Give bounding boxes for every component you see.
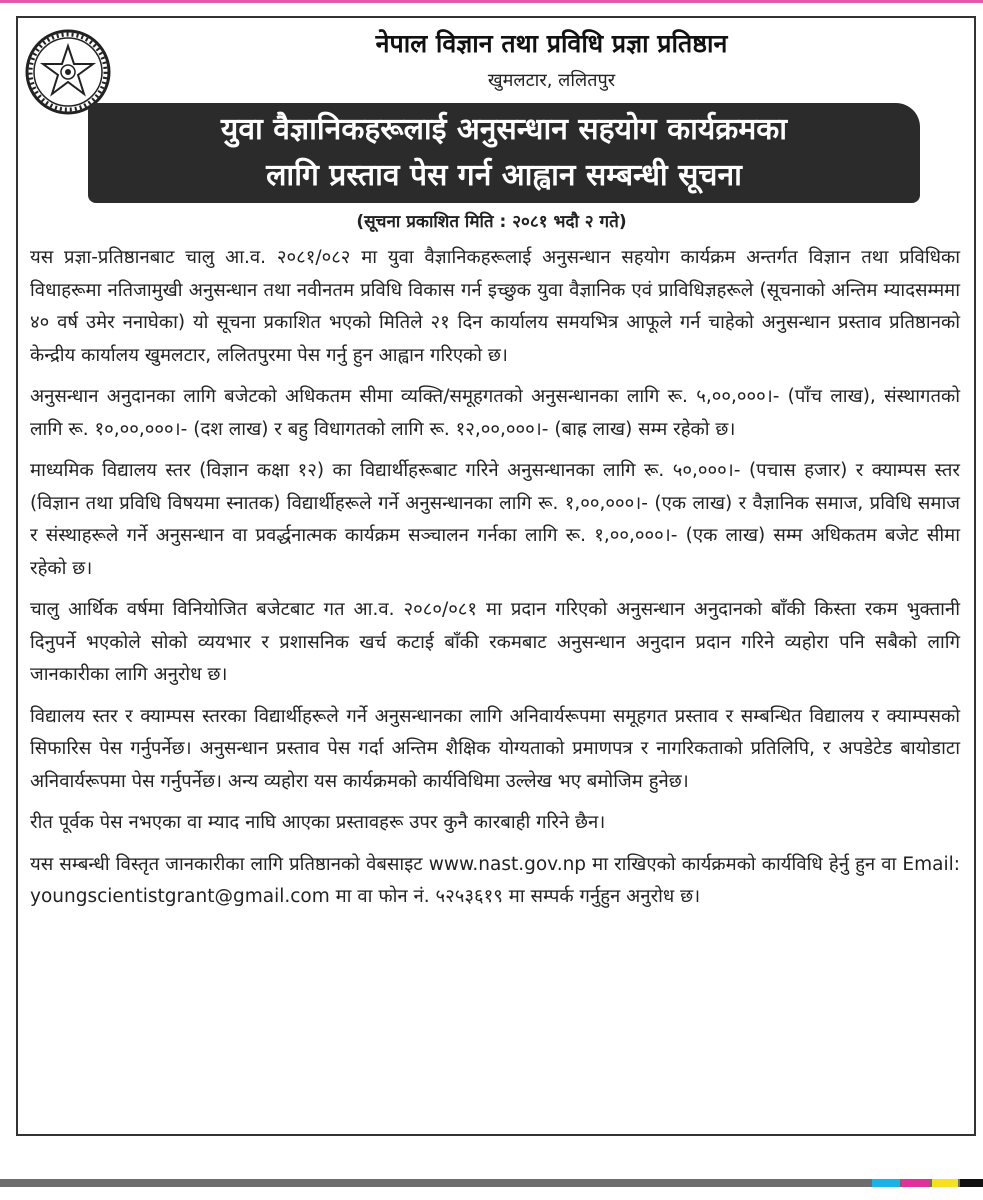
print-mark-yellow: [932, 1179, 958, 1187]
top-border-line: [0, 0, 983, 3]
paragraph-contact-info: यस सम्बन्धी विस्तृत जानकारीका लागि प्रतिष्ठानको वेबसाइट www.nast.gov.np मा राखिएको कार्यक्रमको कार्यविधि हेर्नु हुन वा Email: youngscientistgrant@gmail.com मा वा फोन नं. ५२५३६१९ मा सम्पर्क गर्नुहुन अनुरोध छ।: [30, 853, 960, 907]
paragraph-student-budget: माध्यमिक विद्यालय स्तर (विज्ञान कक्षा १२) का विद्यार्थीहरूबाट गरिने अनुसन्धानका लागि रू. ५०,०००।- (पचास हजार) र क्याम्पस स्तर (विज्ञान तथा प्रविधि विषयमा स्नातक) विद्यार्थीहरूले गर्ने अनुसन्धानका लागि रू. १,००,०००।- (एक लाख) र वैज्ञानिक समाज, प्रविधि समाज र संस्थाहरूले गर्ने अनुसन्धान वा प्रवर्द्धनात्मक कार्यक्रम सञ्चालन गर्नका लागि रू. १,००,०००।- (एक लाख) सम्म अधिकतम बजेट सीमा रहेको छ।: [30, 460, 960, 579]
paragraph-late-submission: रीत पूर्वक पेस नभएका वा म्याद नाघि आएका प्रस्तावहरू उपर कुनै कारबाही गरिने छैन।: [30, 812, 606, 833]
paragraph-budget-limits: अनुसन्धान अनुदानका लागि बजेटको अधिकतम सीमा व्यक्ति/समूहगतको अनुसन्धानका लागि रू. ५,००,०००।- (पाँच लाख), संस्थागतको लागि रू. १०,००,०००।- (दश लाख) र बहु विधागतको लागि रू. १२,००,०००।- (बाह्र लाख) सम्म रहेको छ।: [30, 386, 960, 440]
notice-title-line2: लागि प्रस्ताव पेस गर्न आह्वान सम्बन्धी सूचना: [266, 158, 742, 193]
print-mark-magenta: [902, 1179, 930, 1187]
print-mark-black: [960, 1179, 983, 1187]
paragraph-previous-installments: चालु आर्थिक वर्षमा विनियोजित बजेटबाट गत आ.व. २०८०/०८१ मा प्रदान गरिएको अनुसन्धान अनुदानको बाँकी किस्ता रकम भुक्तानी दिनुपर्ने भएकोले सोको व्ययभार र प्रशासनिक खर्च कटाई बाँकी रकमबाट अनुसन्धान अनुदान प्रदान गरिने व्यहोरा पनि सबैको लागि जानकारीका लागि अनुरोध छ।: [30, 599, 960, 685]
notice-body: [30, 242, 960, 923]
notice-title-banner: [88, 103, 920, 203]
organization-address: खुमलटार, ललितपुर: [487, 70, 616, 91]
notice-title-line1: युवा वैज्ञानिकहरूलाई अनुसन्धान सहयोग कार्यक्रमका: [220, 112, 788, 147]
bottom-print-bar: [0, 1179, 983, 1187]
print-mark-cyan: [872, 1179, 900, 1187]
paragraph-required-documents: विद्यालय स्तर र क्याम्पस स्तरका विद्यार्थीहरूले गर्ने अनुसन्धानका लागि अनिवार्यरूपमा समूहगत प्रस्ताव र सम्बन्धित विद्यालय र क्याम्पसको सिफारिस पेस गर्नुपर्नेछ। अनुसन्धान प्रस्ताव पेस गर्दा अन्तिम शैक्षिक योग्यताको प्रमाणपत्र र नागरिकताको प्रतिलिपि, र अपडेटेड बायोडाटा अनिवार्यरूपमा पेस गर्नुपर्नेछ। अन्य व्यहोरा यस कार्यक्रमको कार्यविधिमा उल्लेख भए बमोजिम हुनेछ।: [30, 705, 960, 792]
publication-date: (सूचना प्रकाशित मिति : २०८१ भदौ २ गते): [356, 212, 627, 232]
paragraph-call-for-proposals: यस प्रज्ञा-प्रतिष्ठानबाट चालु आ.व. २०८१/०८२ मा युवा वैज्ञानिकहरूलाई अनुसन्धान सहयोग कार्यक्रम अन्तर्गत विज्ञान तथा प्रविधिका विधाहरूमा नतिजामुखी अनुसन्धान तथा नवीनतम प्रविधि विकास गर्न इच्छुक युवा वैज्ञानिक एवं प्राविधिज्ञहरूले (सूचनाको अन्तिम म्यादसम्ममा ४० वर्ष उमेर ननाघेका) यो सूचना प्रकाशित भएको मितिले २१ दिन कार्यालय समयभित्र आफूले गर्न चाहेको अनुसन्धान प्रस्ताव प्रतिष्ठानको केन्द्रीय कार्यालय खुमलटार, ललितपुरमा पेस गर्नु हुन आह्वान गरिएको छ।: [30, 247, 960, 366]
organization-name: नेपाल विज्ञान तथा प्रविधि प्रज्ञा प्रतिष्ठान: [375, 29, 728, 58]
